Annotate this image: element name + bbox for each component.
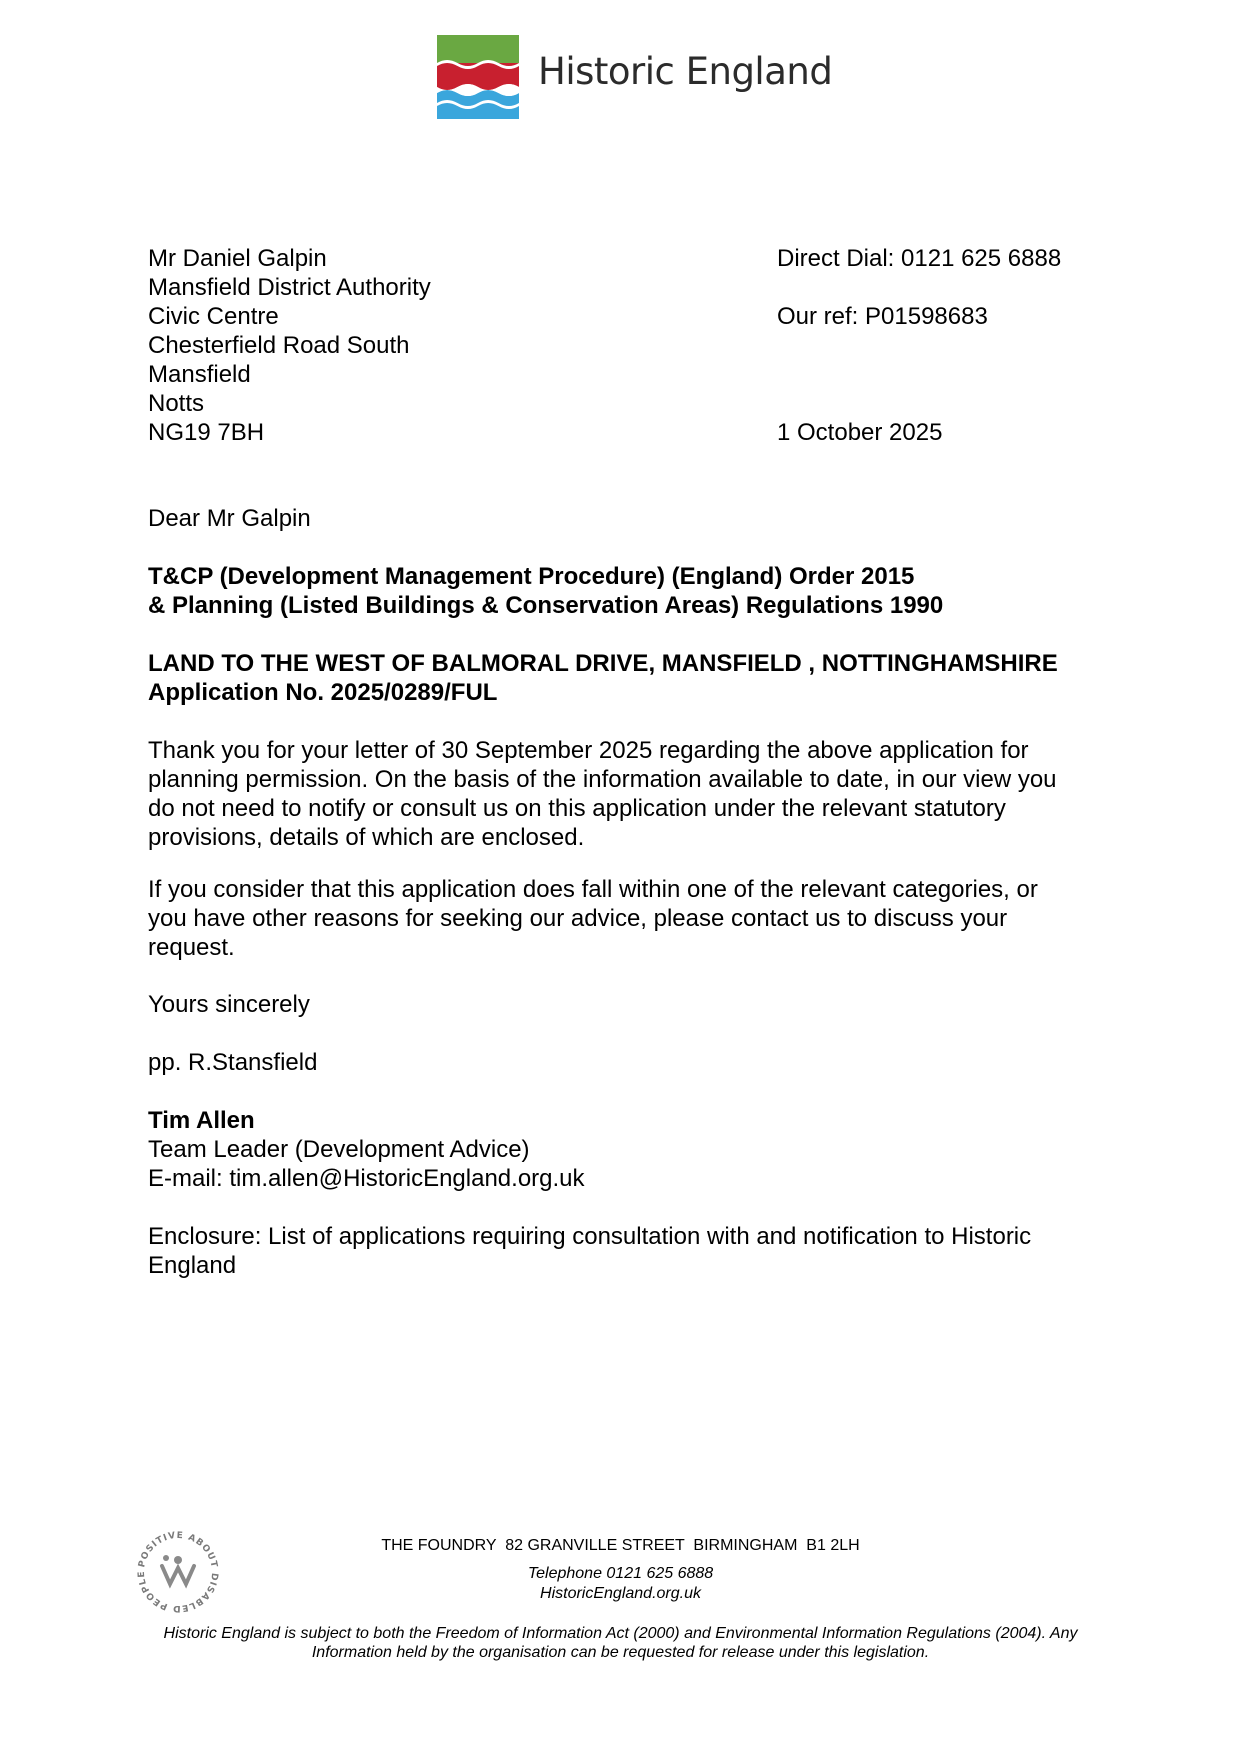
signatory-email[interactable]: E-mail: tim.allen@HistoricEngland.org.uk (148, 1165, 585, 1192)
footer-legal-notice (0, 1624, 1241, 1662)
application-subject (148, 649, 1108, 707)
signatory-title: Team Leader (Development Advice) (148, 1136, 530, 1163)
heading-line: T&CP (Development Management Procedure) (England) Order 2015 (148, 563, 915, 590)
legislation-heading (148, 562, 1108, 620)
body-paragraph-1 (148, 736, 1108, 852)
enclosure-line: Enclosure: List of applications requiring consultation with and notification to Historic (148, 1223, 1032, 1250)
paragraph-line: provisions, details of which are enclosed. (148, 824, 585, 851)
paragraph-line: planning permission. On the basis of the information available to date, in our view you (148, 766, 1057, 793)
subject-line: LAND TO THE WEST OF BALMORAL DRIVE, MANSFIELD , NOTTINGHAMSHIRE (148, 650, 1058, 677)
salutation (148, 504, 1108, 533)
paragraph-line: Thank you for your letter of 30 September 2025 regarding the above application for (148, 737, 1029, 764)
closing-text: Yours sincerely (148, 991, 310, 1018)
enclosure-note (148, 1222, 1108, 1280)
closing (148, 990, 1108, 1019)
recipient-organisation: Mansfield District Authority (148, 274, 431, 301)
historic-england-logo (437, 35, 833, 119)
paragraph-line: request. (148, 934, 235, 961)
historic-england-emblem-icon (437, 35, 519, 119)
direct-dial: Direct Dial: 0121 625 6888 (777, 245, 1062, 272)
footer-address: THE FOUNDRY 82 GRANVILLE STREET BIRMINGHAM B1 2LH (381, 1537, 860, 1554)
signatory-block (148, 1106, 1108, 1193)
pp-text: pp. R.Stansfield (148, 1049, 318, 1076)
paragraph-line: you have other reasons for seeking our advice, please contact us to discuss your (148, 905, 1008, 932)
paragraph-line: do not need to notify or consult us on this application under the relevant statutory (148, 795, 1006, 822)
legal-line: Historic England is subject to both the Freedom of Information Act (2000) and Environmental Information Regulations (2004). Any (163, 1625, 1078, 1642)
recipient-address-line: Civic Centre (148, 303, 279, 330)
footer-contact (0, 1564, 1241, 1604)
paragraph-line: If you consider that this application does fall within one of the relevant categories, or (148, 876, 1038, 903)
legal-line: Information held by the organisation can be requested for release under this legislation. (311, 1644, 930, 1661)
recipient-postcode: NG19 7BH (148, 419, 265, 446)
salutation-text: Dear Mr Galpin (148, 505, 311, 532)
recipient-address-line: Mansfield (148, 361, 251, 388)
logo-wordmark: Historic England (538, 50, 833, 93)
footer-website[interactable]: HistoricEngland.org.uk (540, 1585, 701, 1602)
heading-line: & Planning (Listed Buildings & Conservation Areas) Regulations 1990 (148, 592, 944, 619)
recipient-address-line: Chesterfield Road South (148, 332, 410, 359)
our-reference: Our ref: P01598683 (777, 303, 988, 330)
body-paragraph-2 (148, 875, 1108, 962)
letter-date: 1 October 2025 (777, 419, 943, 446)
pp-line (148, 1048, 1108, 1077)
signatory-name: Tim Allen (148, 1107, 255, 1134)
footer-telephone: Telephone 0121 625 6888 (527, 1565, 714, 1582)
svg-text:POSITIVE ABOUT DISABLED PEOPLE: POSITIVE ABOUT DISABLED PEOPLE (136, 1530, 220, 1614)
application-number: Application No. 2025/0289/FUL (148, 679, 498, 706)
recipient-name: Mr Daniel Galpin (148, 245, 327, 272)
recipient-address (148, 244, 431, 447)
enclosure-line: England (148, 1252, 237, 1279)
recipient-address-line: Notts (148, 390, 205, 417)
